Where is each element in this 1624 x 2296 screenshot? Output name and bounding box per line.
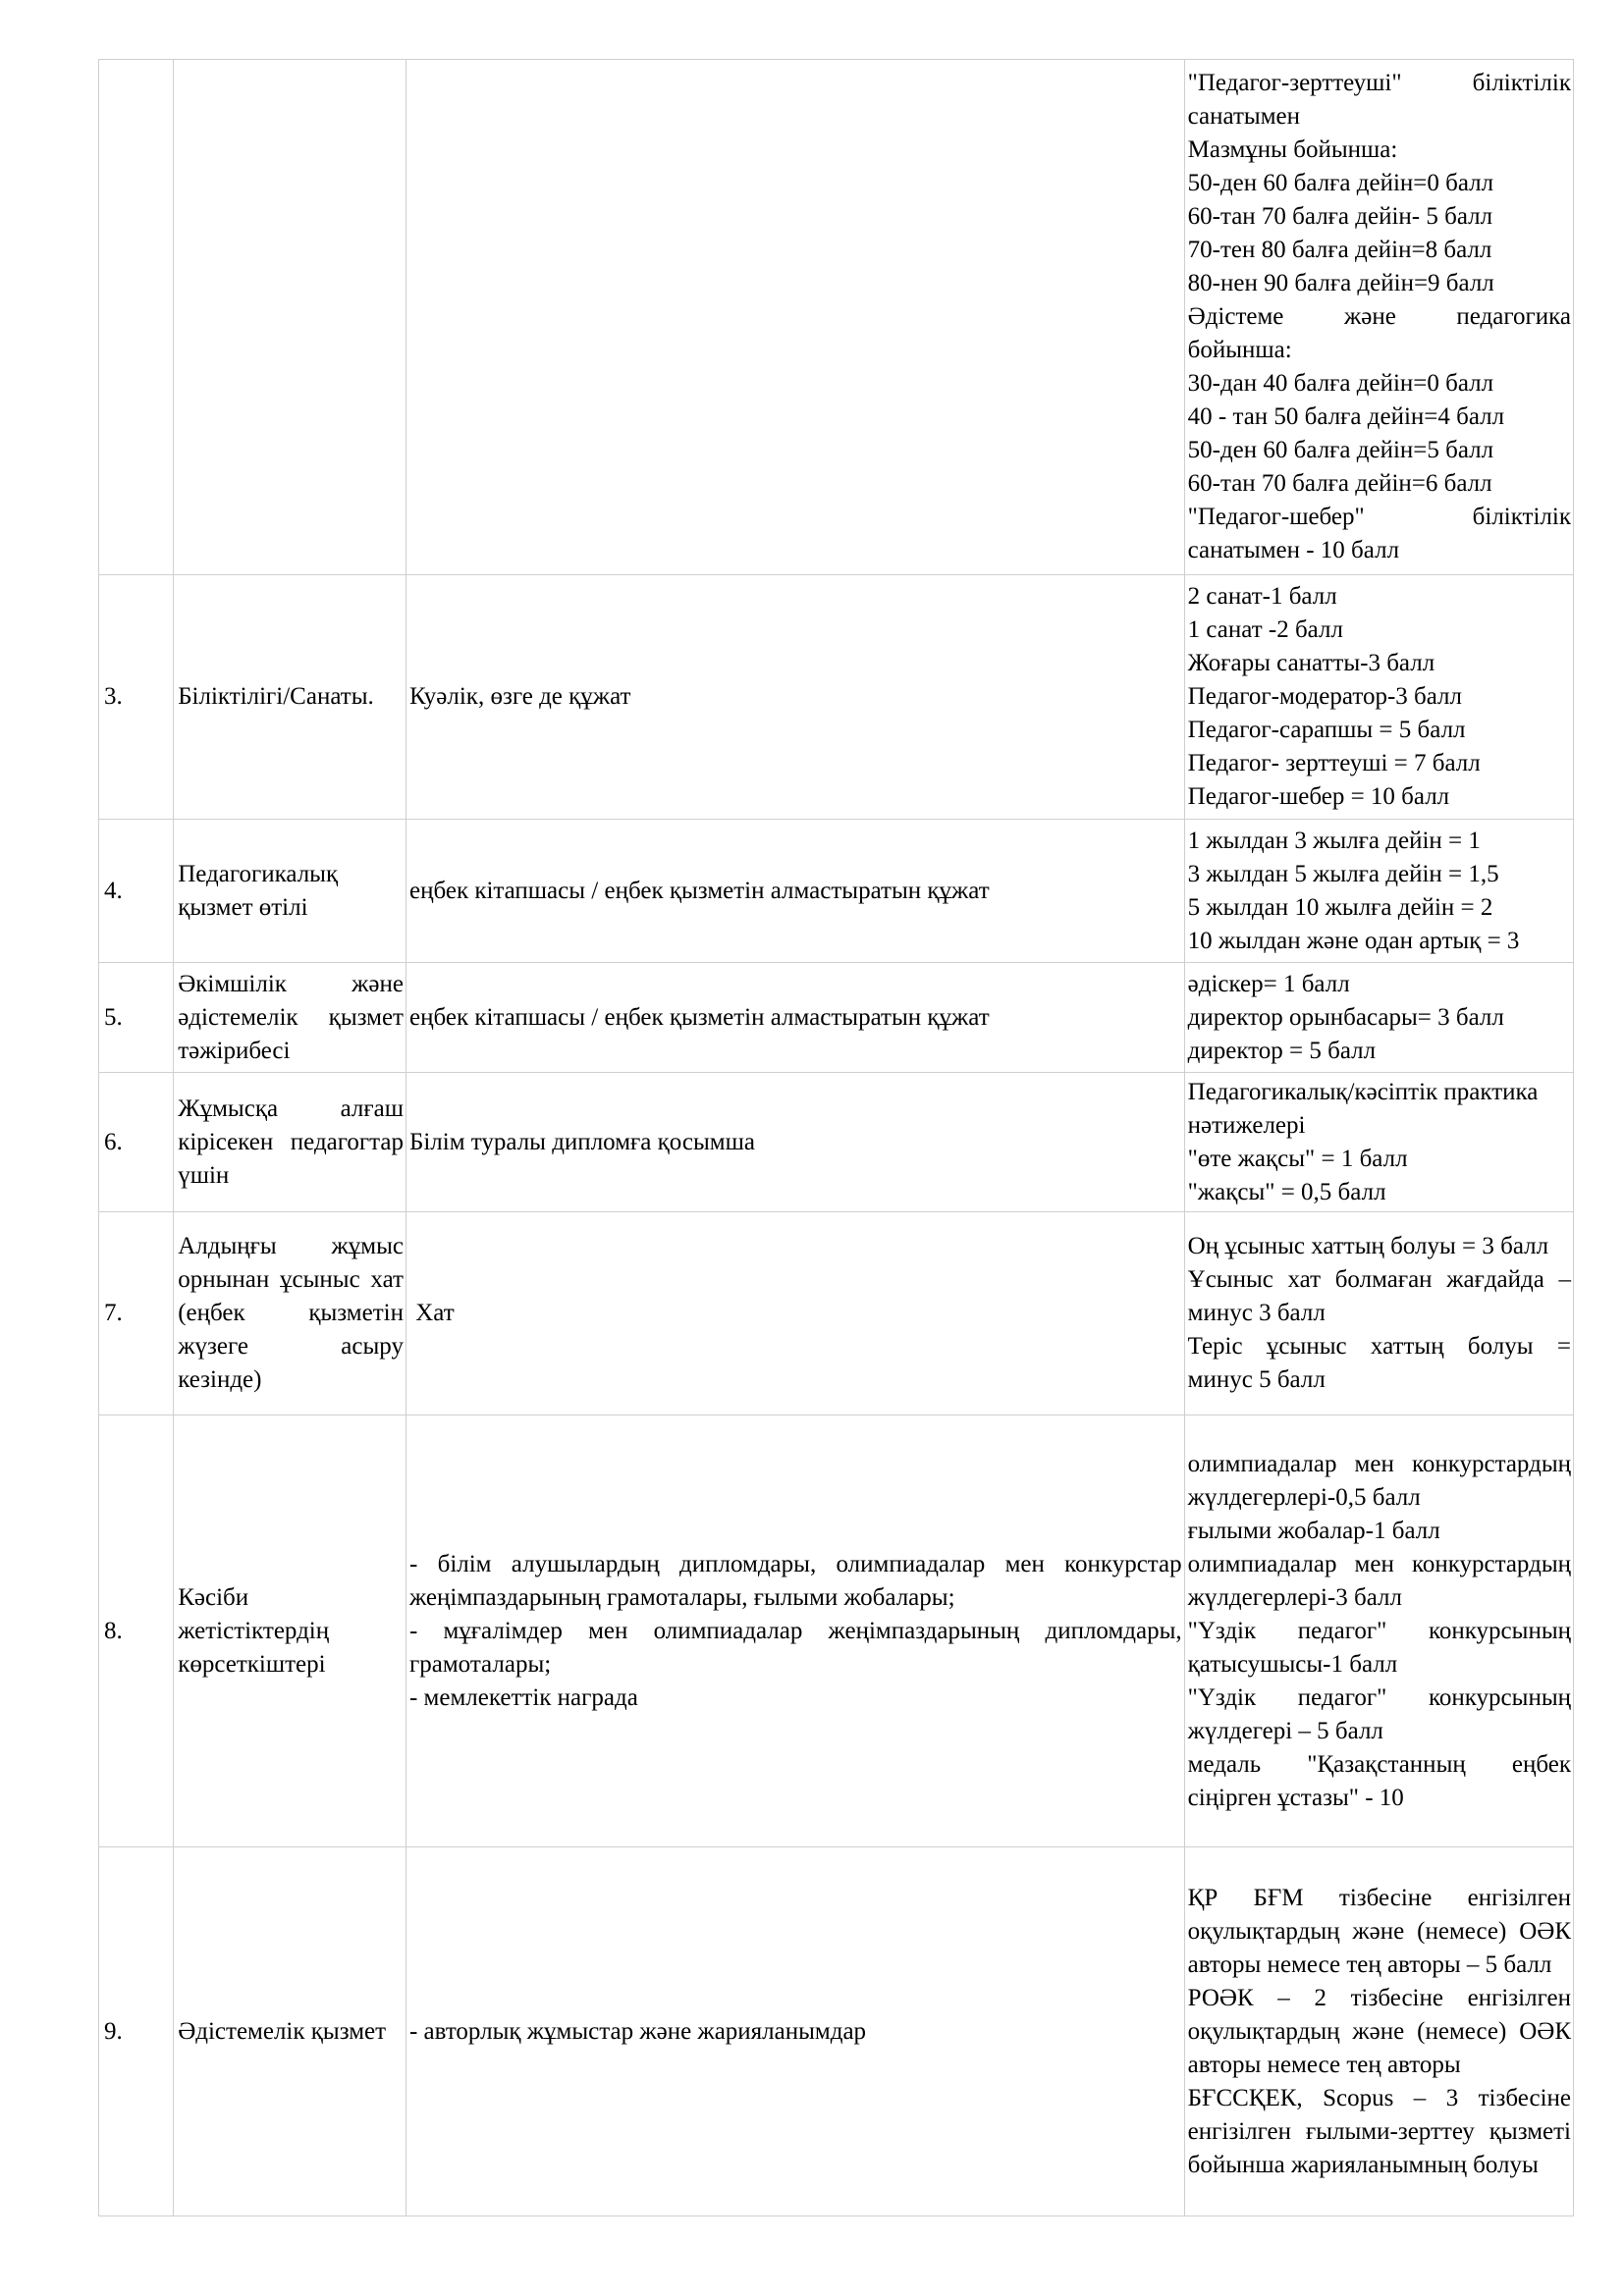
score-cell bbox=[1184, 820, 1573, 963]
supporting-document: еңбек кітапшасы / еңбек қызметін алмастыратын құжат bbox=[406, 820, 1184, 963]
score-line: 60-тан 70 балға дейін=6 балл bbox=[1187, 470, 1492, 497]
table-row bbox=[99, 575, 1574, 820]
score-cell bbox=[1184, 963, 1573, 1073]
score-line: "Үздік педагог" конкурсының қатысушысы-1 балл bbox=[1187, 1617, 1571, 1678]
score-line: Педагог-сарапшы = 5 балл bbox=[1187, 717, 1466, 743]
score-line: 70-тен 80 балға дейін=8 балл bbox=[1187, 237, 1492, 263]
row-number: 8. bbox=[99, 1415, 174, 1847]
score-cell bbox=[1184, 60, 1573, 575]
row-number: 5. bbox=[99, 963, 174, 1073]
row-number: 6. bbox=[99, 1073, 174, 1212]
score-line: 80-нен 90 балға дейін=9 балл bbox=[1187, 270, 1494, 296]
score-line: Педагог- зерттеуші = 7 балл bbox=[1187, 750, 1481, 776]
criterion-name: Педагогикалық қызмет өтілі bbox=[174, 820, 406, 963]
supporting-document bbox=[406, 60, 1184, 575]
score-line: ғылыми жобалар-1 балл bbox=[1187, 1517, 1440, 1544]
row-number bbox=[99, 60, 174, 575]
criterion-name: Кәсіби жетістіктердің көрсеткіштері bbox=[174, 1415, 406, 1847]
row-number: 4. bbox=[99, 820, 174, 963]
score-cell bbox=[1184, 1073, 1573, 1212]
score-line: РОӘК – 2 тізбесіне енгізілген оқулықтардың және (немесе) ОӘК авторы немесе тең авторы bbox=[1187, 1984, 1571, 2078]
table-row bbox=[99, 60, 1574, 575]
score-line: Жоғары санатты-3 балл bbox=[1187, 650, 1435, 676]
supporting-document: Білім туралы дипломға қосымша bbox=[406, 1073, 1184, 1212]
score-line: 40 - тан 50 балға дейін=4 балл bbox=[1187, 403, 1505, 430]
score-line: Мазмұны бойынша: bbox=[1187, 136, 1398, 163]
criterion-name bbox=[174, 60, 406, 575]
criteria-table bbox=[98, 59, 1574, 2216]
score-line: "өте жақсы" = 1 балл bbox=[1187, 1145, 1408, 1172]
score-line: 10 жылдан және одан артық = 3 bbox=[1187, 927, 1520, 954]
score-line: "жақсы" = 0,5 балл bbox=[1187, 1178, 1386, 1205]
criterion-name: Әкімшілік және әдістемелік қызмет тәжірибесі bbox=[174, 963, 406, 1073]
score-line: 1 санат -2 балл bbox=[1187, 616, 1343, 643]
criterion-name: Әдістемелік қызмет bbox=[174, 1847, 406, 2216]
row-number: 3. bbox=[99, 575, 174, 820]
table-row bbox=[99, 820, 1574, 963]
score-line: 3 жылдан 5 жылға дейін = 1,5 bbox=[1187, 860, 1499, 887]
supporting-document: Куәлік, өзге де құжат bbox=[406, 575, 1184, 820]
score-line: директор орынбасары= 3 балл bbox=[1187, 1003, 1504, 1031]
criterion-name: Жұмысқа алғаш кірісекен педагогтар үшін bbox=[174, 1073, 406, 1212]
document-line: - мұғалімдер мен олимпиадалар жеңімпаздарының дипломдары, грамоталары; bbox=[408, 1617, 1182, 1678]
score-cell bbox=[1184, 575, 1573, 820]
score-line: олимпиадалар мен конкурстардың жүлдегерлері-3 балл bbox=[1187, 1550, 1571, 1611]
document-line: - мемлекеттік награда bbox=[408, 1683, 638, 1711]
score-line: "Үздік педагог" конкурсының жүлдегері – 5 балл bbox=[1187, 1683, 1571, 1744]
supporting-document: Хат bbox=[406, 1212, 1184, 1415]
table-row bbox=[99, 1073, 1574, 1212]
score-line: ҚР БҒМ тізбесіне енгізілген оқулықтардың және (немесе) ОӘК авторы немесе тең авторы – 5 балл bbox=[1187, 1884, 1571, 1978]
table-row bbox=[99, 1415, 1574, 1847]
score-line: Ұсыныс хат болмаған жағдайда – минус 3 балл bbox=[1187, 1266, 1571, 1326]
score-line: Теріс ұсыныс хаттың болуы = минус 5 балл bbox=[1187, 1333, 1571, 1393]
table-row bbox=[99, 1847, 1574, 2216]
score-line: директор = 5 балл bbox=[1187, 1037, 1377, 1064]
score-line: "Педагог-шебер" біліктілік санатымен - 10 балл bbox=[1187, 504, 1571, 563]
score-cell bbox=[1184, 1415, 1573, 1847]
score-line: Оң ұсыныс хаттың болуы = 3 балл bbox=[1187, 1233, 1549, 1259]
score-line: 50-ден 60 балға дейін=5 балл bbox=[1187, 437, 1494, 463]
row-number: 7. bbox=[99, 1212, 174, 1415]
score-cell bbox=[1184, 1212, 1573, 1415]
score-line: Педагог-шебер = 10 балл bbox=[1187, 783, 1450, 810]
table-row bbox=[99, 963, 1574, 1073]
document-line: - білім алушылардың дипломдары, олимпиадалар мен конкурстар жеңімпаздарының грамоталары, ғылыми жобалары; bbox=[408, 1550, 1182, 1611]
score-line: олимпиадалар мен конкурстардың жүлдегерлері-0,5 балл bbox=[1187, 1450, 1571, 1511]
score-line: медаль "Қазақстанның еңбек сіңірген ұстазы" - 10 bbox=[1187, 1750, 1571, 1811]
supporting-document: еңбек кітапшасы / еңбек қызметін алмастыратын құжат bbox=[406, 963, 1184, 1073]
supporting-document: - авторлық жұмыстар және жарияланымдар bbox=[406, 1847, 1184, 2216]
score-line: 50-ден 60 балға дейін=0 балл bbox=[1187, 170, 1494, 196]
score-line: БҒССҚЕК, Scopus – 3 тізбесіне енгізілген ғылыми-зерттеу қызметі бойынша жарияланымның болуы bbox=[1187, 2084, 1571, 2178]
score-line: 1 жылдан 3 жылға дейін = 1 bbox=[1187, 827, 1481, 854]
score-cell bbox=[1184, 1847, 1573, 2216]
score-line: "Педагог-зерттеуші" біліктілік санатымен bbox=[1187, 70, 1571, 130]
score-line: 30-дан 40 балға дейін=0 балл bbox=[1187, 370, 1494, 397]
criterion-name: Біліктілігі/Санаты. bbox=[174, 575, 406, 820]
score-line: Әдістеме және педагогика бойынша: bbox=[1187, 303, 1571, 363]
criterion-name: Алдыңғы жұмыс орнынан ұсыныс хат (еңбек қызметін жүзеге асыру кезінде) bbox=[174, 1212, 406, 1415]
score-line: әдіскер= 1 балл bbox=[1187, 970, 1350, 997]
table-row bbox=[99, 1212, 1574, 1415]
supporting-document bbox=[406, 1415, 1184, 1847]
score-line: Педагог-модератор-3 балл bbox=[1187, 683, 1463, 710]
row-number: 9. bbox=[99, 1847, 174, 2216]
score-line: 2 санат-1 балл bbox=[1187, 583, 1337, 610]
score-line: Педагогикалық/кәсіптік практика нәтижелері bbox=[1187, 1078, 1539, 1139]
score-line: 60-тан 70 балға дейін- 5 балл bbox=[1187, 203, 1493, 230]
score-line: 5 жылдан 10 жылға дейін = 2 bbox=[1187, 893, 1493, 921]
